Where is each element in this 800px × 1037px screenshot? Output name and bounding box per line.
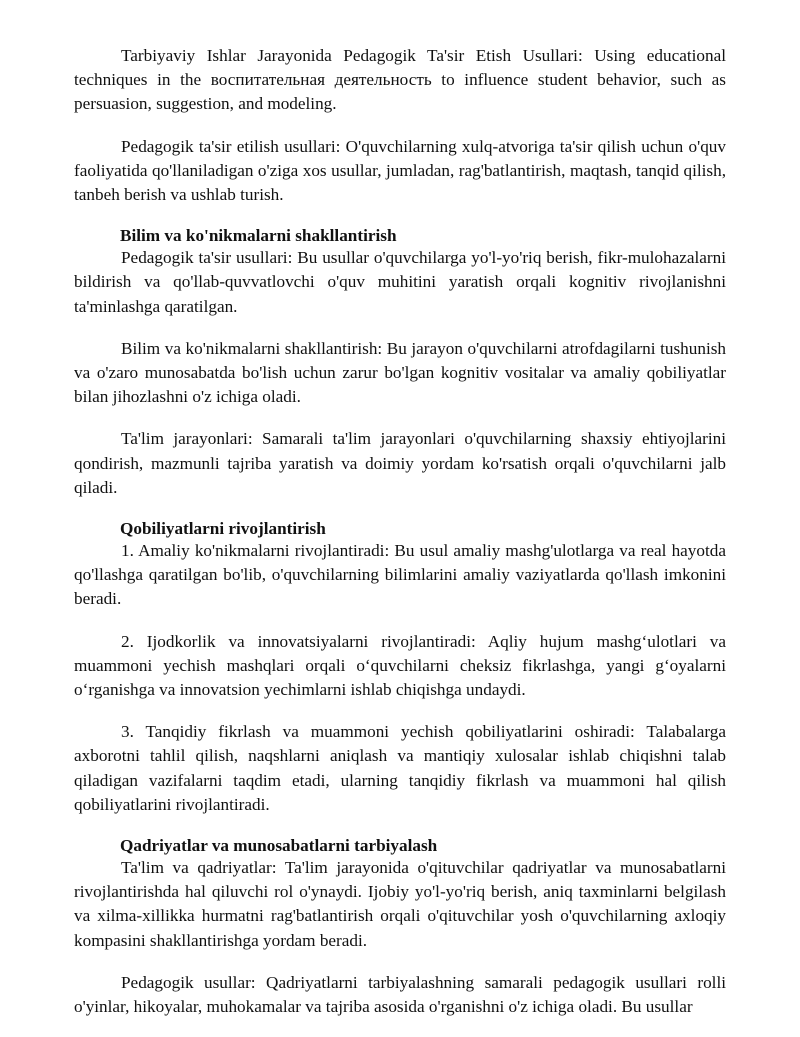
section-heading-values: Qadriyatlar va munosabatlarni tarbiyalash bbox=[120, 836, 438, 856]
document-page bbox=[74, 44, 726, 1037]
paragraph-section2-1: 1. Amaliy ko'nikmalarni rivojlantiradi: Bu usul amaliy mashg'ulotlarga va real hayotda qo'llashga qaratilgan bo'lib, o'quvchilarning bilimlarini amaliy vaziyatlarda qo'llash imkonini beradi. bbox=[74, 541, 726, 609]
paragraph-section2-2: 2. Ijodkorlik va innovatsiyalarni rivojlantiradi: Aqliy hujum mashg‘ulotlari va muammoni yechish mashqlari orqali o‘quvchilarni cheksiz fikrlashga, yangi g‘oyalarni o‘rganishga va innovatsion yechimlarni ishlab chiqishga undaydi. bbox=[74, 631, 726, 700]
paragraph-intro-2: Pedagogik ta'sir etilish usullari: O'quvchilarning xulq-atvoriga ta'sir qilish uchun o'quv faoliyatida qo'llaniladigan o'ziga xos usullar, jumladan, rag'batlantirish, maqtash, tanqid qilish, tanbeh berish va ushlab turish. bbox=[74, 136, 726, 205]
paragraph-section1-1: Pedagogik ta'sir usullari: Bu usullar o'quvchilarga yo'l-yo'riq berish, fikr-mulohazalarni bildirish va qo'llab-quvvatlovchi o'quv muhitini yaratish orqali kognitiv rivojlanishni ta'minlashga qaratilgan. bbox=[74, 248, 726, 316]
paragraph-section1-2: Bilim va ko'nikmalarni shakllantirish: Bu jarayon o'quvchilarni atrofdagilarni tushunish va o'zaro munosabatda bo'lish uchun zarur bo'lgan kognitiv vositalar va amaliy qobiliyatlar bilan jihozlashni o'z ichiga oladi. bbox=[74, 338, 726, 407]
paragraph-section3-2: Pedagogik usullar: Qadriyatlarni tarbiyalashning samarali pedagogik usullari rolli o'yinlar, hikoyalar, muhokamalar va tajriba asosida o'rganishni o'z ichiga oladi. Bu usullar bbox=[74, 972, 726, 1017]
section-heading-abilities: Qobiliyatlarni rivojlantirish bbox=[120, 519, 326, 539]
paragraph-section2-3: 3. Tanqidiy fikrlash va muammoni yechish qobiliyatlarini oshiradi: Talabalarga axborotni tahlil qilish, naqshlarni aniqlash va mantiqiy xulosalar ishlab chiqishni talab qiladigan vazifalarni taqdim etadi, ularning tanqidiy fikrlash va muammoni hal qilish qobiliyatlarini rivojlantiradi. bbox=[74, 722, 726, 814]
paragraph-section3-1: Ta'lim va qadriyatlar: Ta'lim jarayonida o'qituvchilar qadriyatlar va munosabatlarni rivojlantirishda hal qiluvchi rol o'ynaydi. Ijobiy yo'l-yo'riq berish, aniq taxminlarni belgilash va xilma-xillikka hurmatni rag'batlantirish orqali o'qituvchilar yosh o'quvchilarning axloqiy kompasini shakllantirishga yordam beradi. bbox=[74, 858, 726, 950]
paragraph-section1-3: Ta'lim jarayonlari: Samarali ta'lim jarayonlari o'quvchilarning shaxsiy ehtiyojlarini qondirish, mazmunli tajriba yaratish va doimiy yordam ko'rsatish orqali o'quvchilarni jalb qiladi. bbox=[74, 429, 726, 497]
paragraph-intro-1: Tarbiyaviy Ishlar Jarayonida Pedagogik Ta'sir Etish Usullari: Using educational techniques in the воспитательная деятельность to influence student behavior, such as persuasion, suggestion, and modeling. bbox=[74, 46, 727, 114]
section-heading-knowledge-skills: Bilim va ko'nikmalarni shakllantirish bbox=[120, 226, 397, 246]
